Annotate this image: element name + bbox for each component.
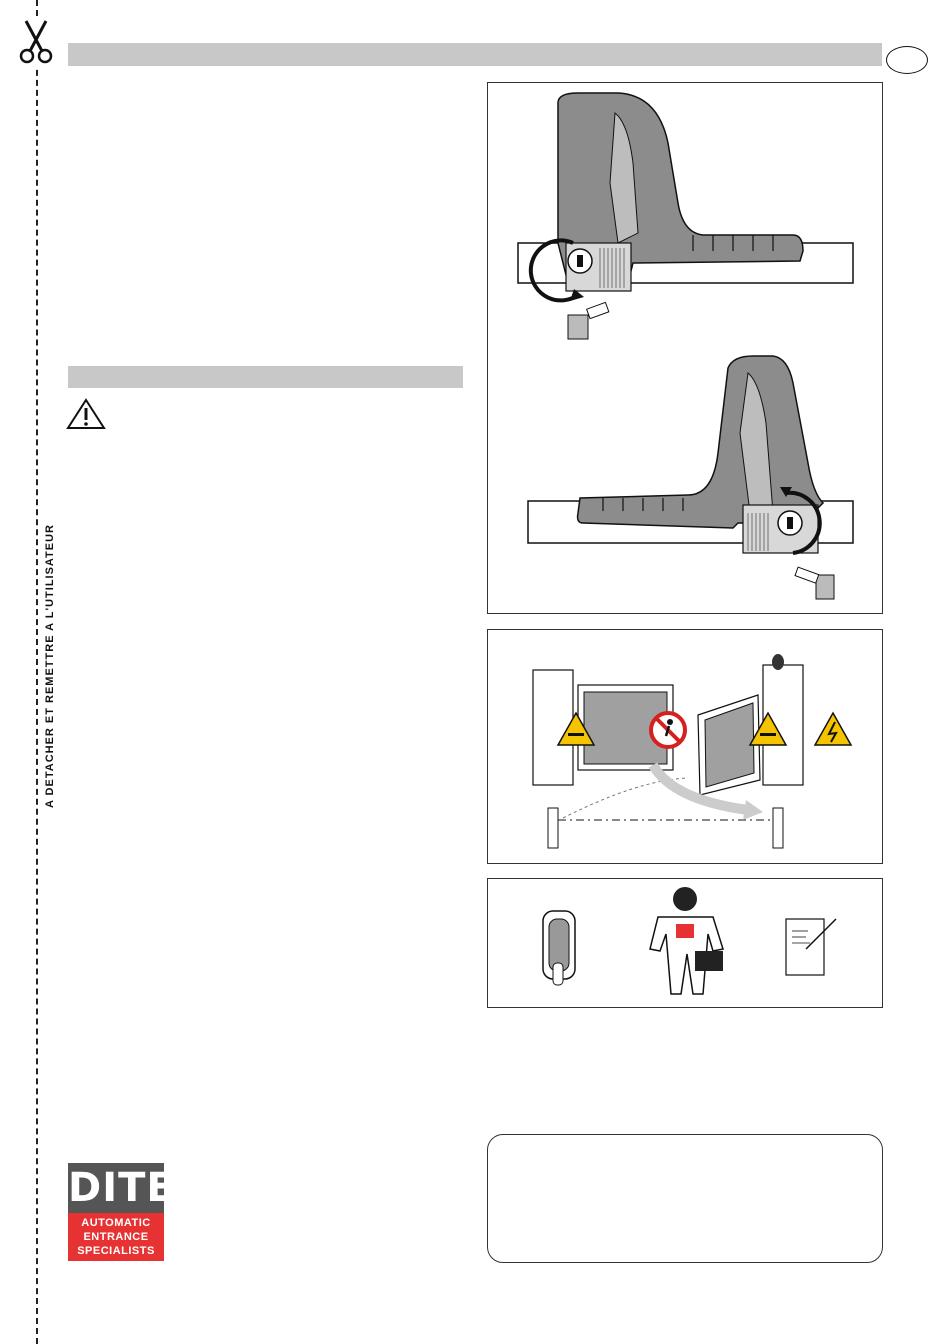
logo-brand: DITEC [68, 1165, 206, 1211]
logo-tagline-1: AUTOMATIC [81, 1217, 151, 1229]
gate-safety-figure [487, 629, 883, 864]
key-icon [568, 302, 609, 339]
logo-tagline-3: SPECIALISTS [77, 1245, 155, 1257]
cut-line [36, 0, 38, 1344]
maintenance-figure [487, 878, 883, 1008]
scissors-icon [18, 18, 54, 66]
installer-stamp-box [487, 1134, 883, 1263]
language-badge [886, 46, 928, 74]
motor-illustration-top [518, 93, 853, 339]
remote-control-icon [543, 911, 575, 985]
register-icon [786, 919, 836, 975]
logo-tagline [68, 1213, 164, 1261]
detach-instruction: A DETACHER ET REMETTRE A L'UTILISATEUR [44, 523, 56, 809]
header-bar [68, 43, 882, 66]
no-pedestrian-icon [651, 713, 685, 747]
manual-release-figure [487, 82, 883, 614]
motor-illustration-bottom [528, 356, 853, 599]
ditec-logo [68, 1163, 206, 1261]
key-icon [795, 567, 834, 599]
warning-icon [66, 398, 106, 430]
electric-hazard-icon [815, 713, 851, 745]
technician-icon [650, 887, 723, 994]
section-bar [68, 366, 463, 388]
logo-tagline-2: ENTRANCE [83, 1231, 149, 1243]
